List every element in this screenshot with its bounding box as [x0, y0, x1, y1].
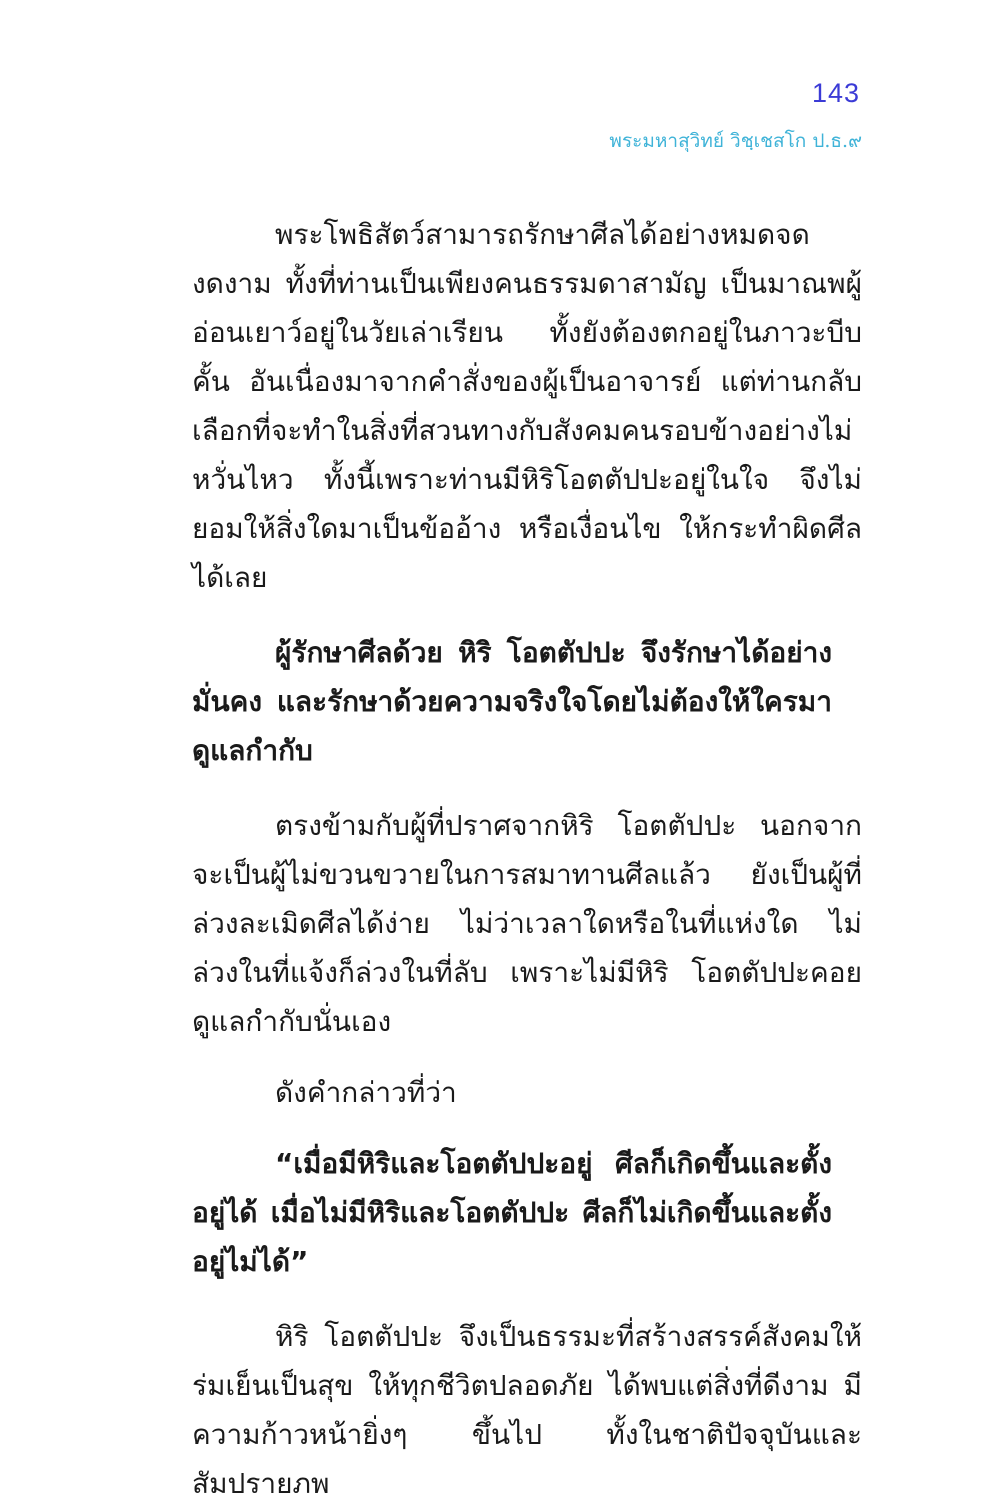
page-number: 143 — [811, 78, 860, 108]
paragraph-conclusion: หิริ โอตตัปปะ จึงเป็นธรรมะที่สร้างสรรค์สังคมให้ร่มเย็นเป็นสุข ให้ทุกชีวิตปลอดภัย ได้พบแต่สิ่งที่ดีงาม มีความก้าวหน้ายิ่งๆ ขึ้นไป ทั้งในชาติปัจจุบันและสัมปรายภพ — [192, 1320, 862, 1500]
paragraph-contrast: ตรงข้ามกับผู้ที่ปราศจากหิริ โอตตัปปะ นอกจากจะเป็นผู้ไม่ขวนขวายในการสมาทานศีลแล้ว ยังเป็นผู้ที่ล่วงละเมิดศีลได้ง่าย ไม่ว่าเวลาใดหรือในที่แห่งใด ไม่ล่วงในที่แจ้งก็ล่วงในที่ลับ เพราะไม่มีหิริ โอตตัปปะคอยดูแลกำกับนั่นเอง — [192, 809, 862, 1038]
paragraph-emphasis-hiri-ottappa: ผู้รักษาศีลด้วย หิริ โอตตัปปะ จึงรักษาได้อย่างมั่นคง และรักษาด้วยความจริงใจโดยไม่ต้องให้ใครมาดูแลกำกับ — [192, 636, 832, 767]
paragraph-bodhisatta: พระโพธิสัตว์สามารถรักษาศีลได้อย่างหมดจดงดงาม ทั้งที่ท่านเป็นเพียงคนธรรมดาสามัญ เป็นมาณพผู้อ่อนเยาว์อยู่ในวัยเล่าเรียน ทั้งยังต้องตกอยู่ในภาวะบีบคั้น อันเนื่องมาจากคำสั่งของผู้เป็นอาจารย์ แต่ท่านกลับเลือกที่จะทำในสิ่งที่สวนทางกับสังคมคนรอบข้างอย่างไม่หวั่นไหว ทั้งนี้เพราะท่านมีหิริโอตตัปปะอยู่ในใจ จึงไม่ยอมให้สิ่งใดมาเป็นข้ออ้าง หรือเงื่อนไข ให้กระทำผิดศีลได้เลย — [192, 218, 862, 594]
quote-hiri-ottappa: “เมื่อมีหิริและโอตตัปปะอยู่ ศีลก็เกิดขึ้นและตั้งอยู่ได้ เมื่อไม่มีหิริและโอตตัปปะ ศีลก็ไม่เกิดขึ้นและตั้งอยู่ไม่ได้” — [192, 1147, 832, 1278]
paragraph-saying-intro: ดังคำกล่าวที่ว่า — [275, 1076, 457, 1109]
running-header-author: พระมหาสุวิทย์ วิชฺเชสโก ป.ธ.๙ — [609, 130, 862, 152]
page-body — [192, 210, 862, 1508]
